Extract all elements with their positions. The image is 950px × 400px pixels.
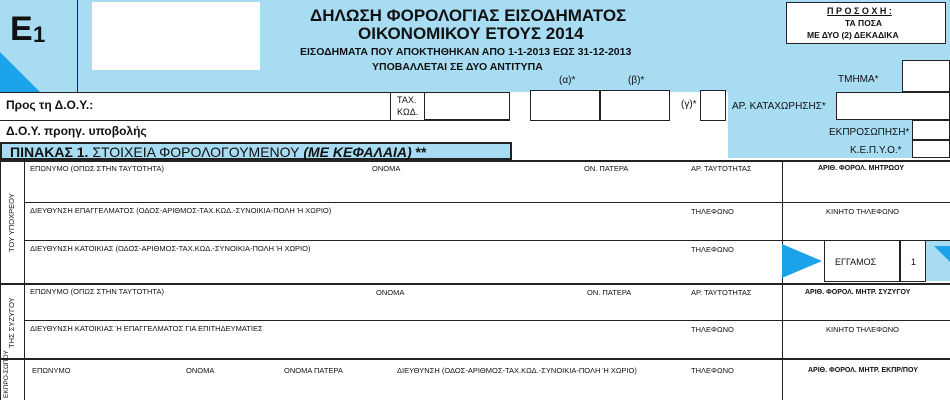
table1-number: ΠΙΝΑΚΑΣ 1. xyxy=(10,144,89,160)
field-c-label: (γ)* xyxy=(681,99,697,110)
spouse-id-label: ΑΡ. ΤΑΥΤΟΤΗΤΑΣ xyxy=(691,288,752,297)
tmima-label: ΤΜΗΜΑ* xyxy=(838,74,879,85)
rep-phone-label: ΤΗΛΕΦΩΝΟ xyxy=(691,366,734,375)
pros-doy-label: Προς τη Δ.Ο.Υ.: xyxy=(6,98,94,112)
taxpayer-name-label: ΟΝΟΜΑ xyxy=(372,164,401,173)
taxpayer-phone1-label: ΤΗΛΕΦΩΝΟ xyxy=(691,207,734,216)
tmima-field[interactable] xyxy=(902,60,950,92)
tax-kod-label-2: ΚΩΔ. xyxy=(397,107,419,117)
rep-surname-label: ΕΠΩΝΥΜΟ xyxy=(32,366,71,375)
rep-afm-label: ΑΡΙΘ. ΦΟΡΟΛ. ΜΗΤΡ. ΕΚΠΡ/ΠΟΥ xyxy=(808,367,918,374)
field-b-box[interactable] xyxy=(600,90,670,121)
taxpayer-mobile1-label: ΚΙΝΗΤΟ ΤΗΛΕΦΩΝΟ xyxy=(826,207,899,216)
notice-line1: ΤΑ ΠΟΣΑ xyxy=(845,18,883,28)
line xyxy=(0,283,950,285)
taxpayer-home-address-label: ΔΙΕΥΘΥΝΣΗ ΚΑΤΟΙΚΙΑΣ (ΟΔΟΣ-ΑΡΙΘΜΟΣ-ΤΑΧ.ΚΩΔ.-ΣΥΝΟΙΚΙΑ-ΠΟΛΗ Ή ΧΩΡΙΟ) xyxy=(30,244,311,253)
spouse-section-label: ΤΗΣ ΣΥΖΥΓΟΥ xyxy=(7,297,16,349)
field-c-box[interactable] xyxy=(700,90,726,121)
form-code-letter: E xyxy=(10,10,33,48)
doy-name-field[interactable] xyxy=(120,93,388,119)
form-code-box xyxy=(0,0,78,92)
ar-kataxorisis-field[interactable] xyxy=(836,92,950,120)
married-code: 1 xyxy=(911,257,917,267)
notice-box xyxy=(786,2,946,44)
tax-kod-label-1: ΤΑΧ. xyxy=(397,95,417,105)
kepyo-field[interactable] xyxy=(912,140,950,158)
spouse-mobile-label: ΚΙΝΗΤΟ ΤΗΛΕΦΩΝΟ xyxy=(826,325,899,334)
field-a-label: (α)* xyxy=(559,75,576,86)
taxpayer-section-label: ΤΟΥ ΥΠΟΧΡΕΟΥ xyxy=(7,193,16,252)
spouse-address-label: ΔΙΕΥΘΥΝΣΗ ΚΑΤΟΙΚΙΑΣ Ή ΕΠΑΓΓΕΛΜΑΤΟΣ ΓΙΑ ΕΠΙΤΗΔΕΥΜΑΤΙΕΣ xyxy=(30,324,263,333)
spouse-address-field[interactable] xyxy=(28,334,683,356)
line xyxy=(0,160,950,162)
married-code-box[interactable] xyxy=(900,240,926,282)
form-copies-note: ΥΠΟΒΑΛΛΕΤΑΙ ΣΕ ΔΥΟ ΑΝΤΙΤΥΠΑ xyxy=(372,61,543,73)
notice-line2: ΜΕ ΔΥΟ (2) ΔΕΚΑΔΙΚΑ xyxy=(807,30,899,40)
line xyxy=(24,160,25,400)
line xyxy=(24,320,950,321)
spouse-father-label: ΟΝ. ΠΑΤΕΡΑ xyxy=(587,288,632,297)
doy-prior-label: Δ.Ο.Υ. προηγ. υποβολής xyxy=(6,124,147,138)
taxpayer-business-address-label: ΔΙΕΥΘΥΝΣΗ ΕΠΑΓΓΕΛΜΑΤΟΣ (ΟΔΟΣ-ΑΡΙΘΜΟΣ-ΤΑΧ.ΚΩΔ.-ΣΥΝΟΙΚΙΑ-ΠΟΛΗ Ή ΧΩΡΙΟ) xyxy=(30,206,332,215)
table1-title xyxy=(10,144,426,160)
table1-title-text: ΣΤΟΙΧΕΙΑ ΦΟΡΟΛΟΓΟΥΜΕΝΟΥ xyxy=(92,144,300,160)
form-subtitle: ΕΙΣΟΔΗΜΑΤΑ ΠΟΥ ΑΠΟΚΤΗΘΗΚΑΝ ΑΠΟ 1-1-2013 ΕΩΣ 31-12-2013 xyxy=(300,46,632,58)
table1-title-bar xyxy=(0,142,512,160)
field-b-label: (β)* xyxy=(628,75,645,86)
spouse-surname-field[interactable] xyxy=(28,297,683,318)
taxpayer-father-label: ΟΝ. ΠΑΤΕΡΑ xyxy=(584,164,629,173)
field-a-box[interactable] xyxy=(530,90,600,121)
rep-address-label: ΔΙΕΥΘΥΝΣΗ (ΟΔΟΣ-ΑΡΙΘΜΟΣ-ΤΑΧ.ΚΩΔ.-ΣΥΝΟΙΚΙΑ-ΠΟΛΗ Ή ΧΩΡΙΟ) xyxy=(397,366,637,375)
representative-field[interactable] xyxy=(28,377,780,397)
married-side-arrow-icon xyxy=(930,246,950,266)
line xyxy=(390,92,391,120)
line xyxy=(0,358,950,360)
form-title-line1: ΔΗΛΩΣΗ ΦΟΡΟΛΟΓΙΑΣ ΕΙΣΟΔΗΜΑΤΟΣ xyxy=(310,6,627,25)
form-code-number: 1 xyxy=(33,22,46,47)
taxpayer-surname-label: ΕΠΩΝΥΜΟ (ΟΠΩΣ ΣΤΗΝ ΤΑΥΤΟΤΗΤΑ) xyxy=(30,164,164,173)
table1-title-caps: (ΜΕ ΚΕΦΑΛΑΙΑ) xyxy=(303,144,412,160)
line xyxy=(0,160,1,400)
taxpayer-father-field[interactable] xyxy=(582,174,687,200)
postal-code-field[interactable] xyxy=(424,92,510,120)
spouse-afm-label: ΑΡΙΘ. ΦΟΡΟΛ. ΜΗΤΡ. ΣΥΖΥΓΟΥ xyxy=(805,289,911,296)
taxpayer-name-field[interactable] xyxy=(360,174,580,200)
form-title-line2: ΟΙΚΟΝΟΜΙΚΟΥ ΕΤΟΥΣ 2014 xyxy=(358,24,584,43)
line xyxy=(782,285,783,400)
notice-heading: Π Ρ Ο Σ Ο Χ Η : xyxy=(827,6,892,16)
taxpayer-afm-field[interactable] xyxy=(784,176,948,200)
ar-kataxorisis-label: ΑΡ. ΚΑΤΑΧΩΡΗΣΗΣ* xyxy=(732,101,826,112)
taxpayer-business-address-field[interactable] xyxy=(28,215,683,237)
spouse-phone-label: ΤΗΛΕΦΩΝΟ xyxy=(691,325,734,334)
representative-section-text: ΕΚΠΡΟ-ΣΩΠΟΥ xyxy=(3,350,10,398)
spouse-name-label: ΟΝΟΜΑ xyxy=(376,288,405,297)
representative-section-label xyxy=(2,350,22,398)
married-label: ΕΓΓΑΜΟΣ xyxy=(835,257,877,267)
ekprosopisi-label: ΕΚΠΡΟΣΩΠΗΣΗ* xyxy=(829,127,910,138)
stamp-box xyxy=(92,2,260,70)
table1-title-stars: ** xyxy=(415,144,427,160)
married-arrow-icon xyxy=(782,244,822,278)
taxpayer-id-field[interactable] xyxy=(689,174,779,200)
spouse-surname-label: ΕΠΩΝΥΜΟ (ΟΠΩΣ ΣΤΗΝ ΤΑΥΤΟΤΗΤΑ) xyxy=(30,287,164,296)
married-box[interactable] xyxy=(824,240,900,282)
taxpayer-phone2-label: ΤΗΛΕΦΩΝΟ xyxy=(691,245,734,254)
taxpayer-surname-field[interactable] xyxy=(28,174,358,200)
taxpayer-id-label: ΑΡ. ΤΑΥΤΟΤΗΤΑΣ xyxy=(691,164,752,173)
line xyxy=(24,240,950,241)
line xyxy=(24,202,950,203)
rep-father-label: ΟΝΟΜΑ ΠΑΤΕΡΑ xyxy=(284,366,343,375)
taxpayer-afm-label: ΑΡΙΘ. ΦΟΡΟΛ. ΜΗΤΡΩΟΥ xyxy=(818,165,905,172)
taxpayer-home-address-field[interactable] xyxy=(28,254,683,280)
ekprosopisi-field[interactable] xyxy=(912,120,950,140)
doy-prior-field[interactable] xyxy=(170,121,510,141)
rep-name-label: ΟΝΟΜΑ xyxy=(186,366,215,375)
kepyo-label: Κ.Ε.Π.Υ.Ο.* xyxy=(850,145,902,156)
